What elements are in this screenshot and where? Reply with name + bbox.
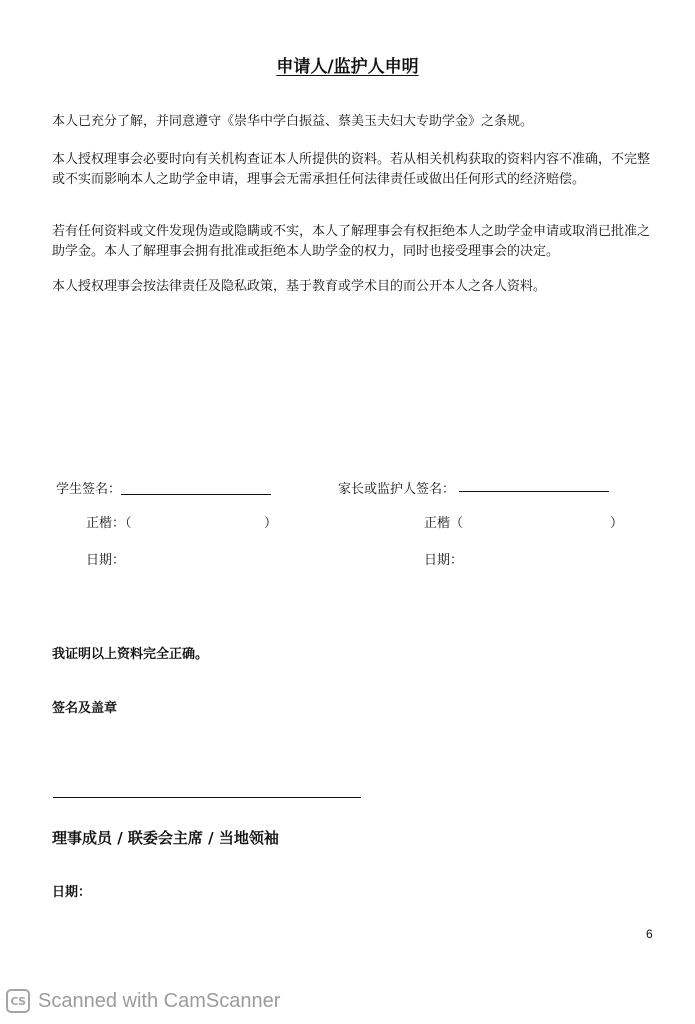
student-name-label: 正楷：（ xyxy=(86,516,132,531)
sign-and-seal-label: 签名及盖章 xyxy=(52,701,118,716)
student-signature-label: 学生签名： xyxy=(56,482,122,497)
scanner-watermark xyxy=(6,986,280,1016)
page-number: 6 xyxy=(646,927,653,941)
camscanner-logo-icon: CS xyxy=(6,989,30,1013)
guardian-signature-line xyxy=(459,491,609,492)
student-signature-line xyxy=(121,494,271,495)
official-roles: 理事成员 / 联委会主席 / 当地领袖 xyxy=(52,829,279,847)
guardian-name-label: 正楷（ xyxy=(424,516,464,531)
student-name-close-paren: ） xyxy=(264,516,278,531)
guardian-signature-label: 家长或监护人签名： xyxy=(338,482,456,497)
guardian-name-close-paren: ） xyxy=(610,516,624,531)
official-signature-line xyxy=(53,797,361,798)
final-date-label: 日期： xyxy=(52,885,92,900)
paragraph-falsification: 若有任何资料或文件发现伪造或隐瞒或不实，本人了解理事会有权拒绝本人之助学金申请或取消已批准之助学金。本人了解理事会拥有批准或拒绝本人助学金的权力，同时也接受理事会的决定。 xyxy=(52,224,651,259)
page-title: 申请人/监护人申明 xyxy=(276,57,419,77)
paragraph-agreement: 本人已充分了解，并同意遵守《崇华中学白振益、蔡美玉夫妇大专助学金》之条规。 xyxy=(52,114,534,129)
guardian-date-label: 日期： xyxy=(424,553,464,568)
student-date-label: 日期： xyxy=(86,553,126,568)
watermark-text: Scanned with CamScanner xyxy=(38,989,281,1012)
paragraph-verification: 本人授权理事会必要时向有关机构查证本人所提供的资料。若从相关机构获取的资料内容不准确，不完整或不实而影响本人之助学金申请，理事会无需承担任何法律责任或做出任何形式的经济赔偿。 xyxy=(52,152,651,187)
certification-statement: 我证明以上资料完全正确。 xyxy=(52,647,209,662)
paragraph-privacy: 本人授权理事会按法律责任及隐私政策，基于教育或学术目的而公开本人之各人资料。 xyxy=(52,279,547,294)
